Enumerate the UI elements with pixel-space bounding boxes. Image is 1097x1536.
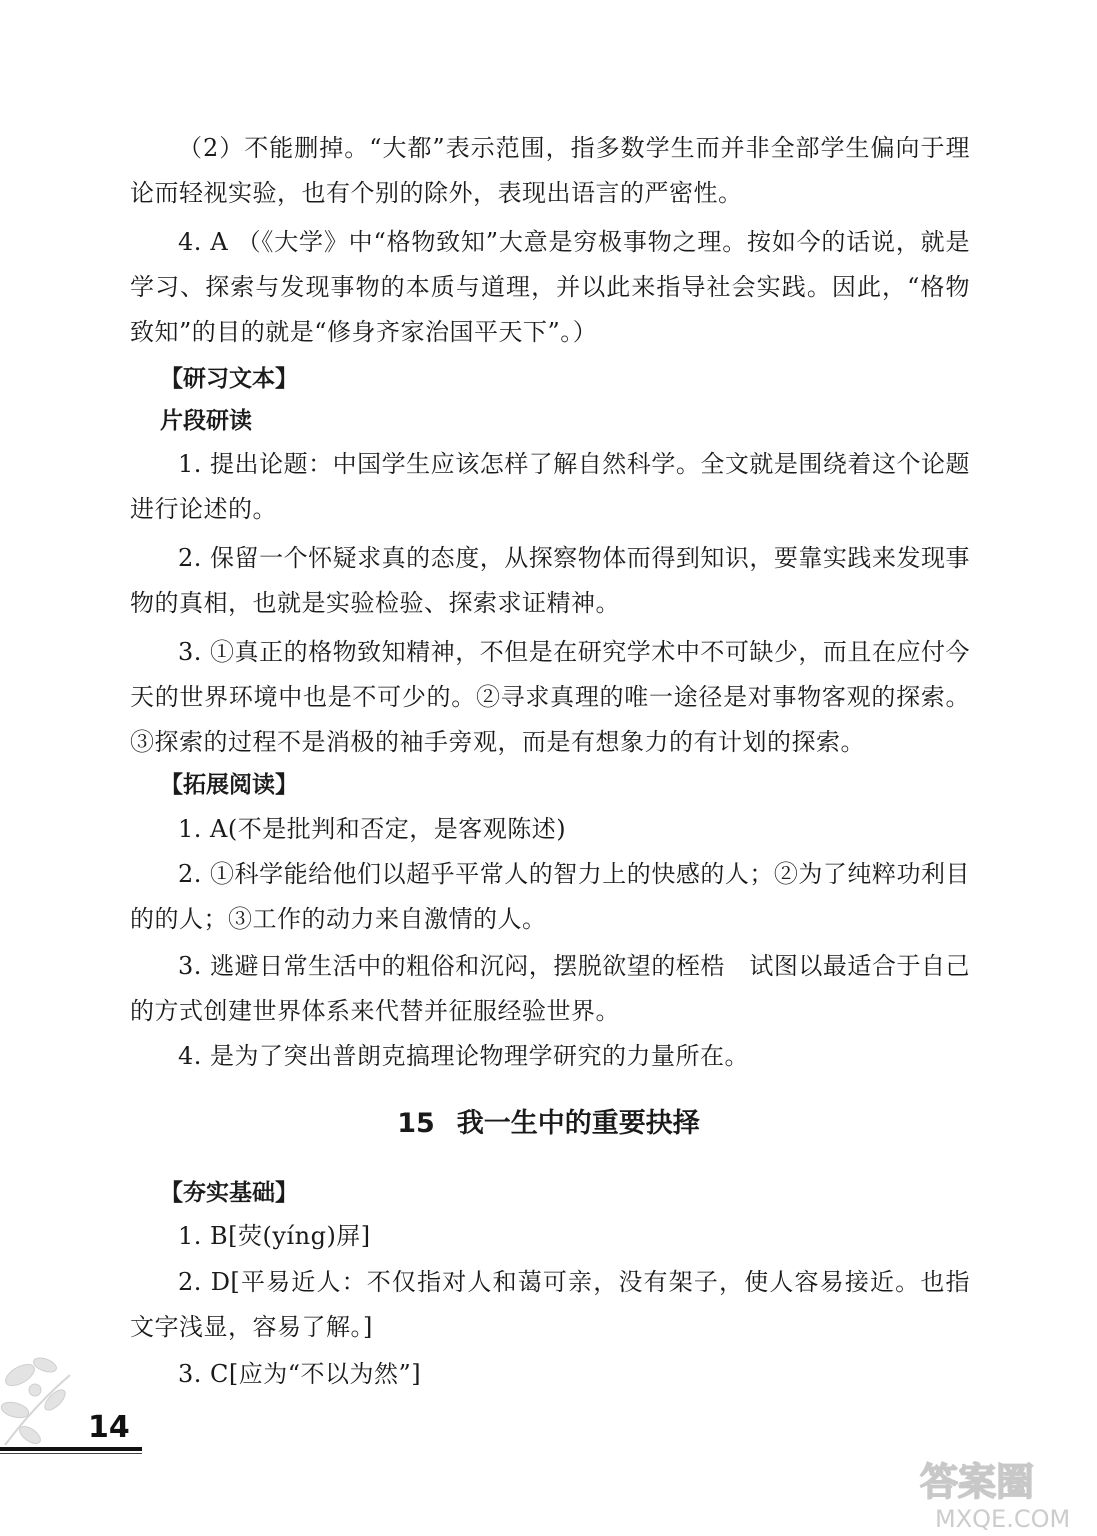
list-item: 1. A(不是批判和否定，是客观陈述) — [178, 815, 567, 843]
footer-rule — [0, 1453, 142, 1454]
page-number: 14 — [88, 1410, 130, 1445]
lesson-number: 15 — [397, 1108, 435, 1139]
list-item: 4. 是为了突出普朗克搞理论物理学研究的力量所在。 — [178, 1042, 750, 1070]
list-item: 2. ①科学能给他们以超乎平常人的智力上的快感的人；②为了纯粹功利目的的人；③工作的动力来自激情的人。 — [130, 860, 970, 933]
list-item: 1. B[荧(yíng)屏] — [178, 1222, 371, 1250]
list-item: 3. C[应为“不以为然”] — [178, 1360, 422, 1388]
list-item: 2. D[平易近人：不仅指对人和蔼可亲，没有架子，使人容易接近。也指文字浅显，容易了解。] — [130, 1268, 970, 1341]
lesson-title — [0, 1104, 1097, 1144]
section-heading-basics: 【夯实基础】 — [160, 1180, 298, 1206]
watermark-logo-icon — [910, 1455, 1090, 1535]
footer-rule — [0, 1447, 142, 1451]
floral-decoration-icon — [0, 1345, 90, 1455]
svg-text:MXQE.COM: MXQE.COM — [935, 1505, 1071, 1533]
answer-paragraph: 4. A （《大学》中“格物致知”大意是穷极事物之理。按如今的话说，就是学习、探索与发现事物的本质与道理，并以此来指导社会实践。因此，“格物致知”的目的就是“修身齐家治国平天下”。） — [130, 228, 970, 346]
list-item: 2. 保留一个怀疑求真的态度，从探察物体而得到知识，要靠实践来发现事物的真相，也就是实验检验、探索求证精神。 — [130, 544, 970, 617]
list-item: 1. 提出论题：中国学生应该怎样了解自然科学。全文就是围绕着这个论题进行论述的。 — [130, 450, 970, 523]
answer-paragraph: （2）不能删掉。“大都”表示范围，指多数学生而并非全部学生偏向于理论而轻视实验，也有个别的除外，表现出语言的严密性。 — [130, 134, 970, 207]
svg-text:答案圈: 答案圈 — [920, 1460, 1035, 1504]
lesson-title-text: 我一生中的重要抉择 — [456, 1108, 700, 1139]
list-item: 3. 逃避日常生活中的粗俗和沉闷，摆脱欲望的桎梏 试图以最适合于自己的方式创建世界体系来代替并征服经验世界。 — [130, 952, 970, 1025]
section-heading-extend: 【拓展阅读】 — [160, 772, 298, 798]
subheading-excerpt: 片段研读 — [160, 408, 252, 434]
list-item: 3. ①真正的格物致知精神，不但是在研究学术中不可缺少，而且在应付今天的世界环境中也是不可少的。②寻求真理的唯一途径是对事物客观的探索。③探索的过程不是消极的袖手旁观，而是有想象力的有计划的探索。 — [130, 638, 970, 756]
section-heading-study: 【研习文本】 — [160, 366, 298, 392]
